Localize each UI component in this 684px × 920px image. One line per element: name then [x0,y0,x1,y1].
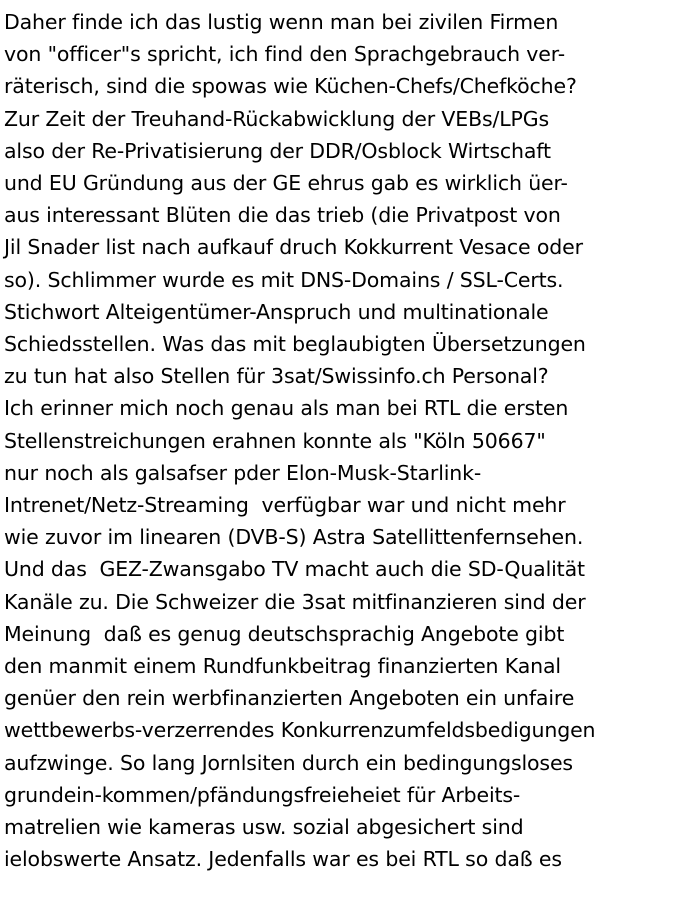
text-line: aufzwinge. So lang Jornlsiten durch ein bedingungsloses [4,750,573,775]
text-line: Ich erinner mich noch genau als man bei RTL die ersten [4,396,569,421]
text-line: Und das GEZ-Zwansgabo TV macht auch die SD-Qualität [4,557,585,582]
text-line: Stichwort Alteigentümer-Anspruch und multinationale [4,299,549,324]
text-line: ielobswerte Ansatz. Jedenfalls war es bei RTL so daß es [4,847,562,872]
text-line: und EU Gründung aus der GE ehrus gab es wirklich üer- [4,171,568,196]
text-line: den manmit einem Rundfunkbeitrag finanzierten Kanal [4,654,561,679]
text-line: Schiedsstellen. Was das mit beglaubigten Übersetzungen [4,332,586,357]
text-line: Stellenstreichungen erahnen konnte als "Köln 50667" [4,428,546,453]
text-line: Zur Zeit der Treuhand-Rückabwicklung der VEBs/LPGs [4,106,550,131]
text-line: genüer den rein werbfinanzierten Angeboten ein unfaire [4,686,575,711]
text-line: von "officer"s spricht, ich find den Sprachgebrauch ver- [4,42,565,67]
text-line: Daher finde ich das lustig wenn man bei zivilen Firmen [4,10,559,34]
text-line: räterisch, sind die spowas wie Küchen-Chefs/Chefköche? [4,74,577,99]
text-line: zu tun hat also Stellen für 3sat/Swissinfo.ch Personal? [4,364,549,389]
text-line: wettbewerbs-verzerrendes Konkurrenzumfeldsbedigungen [4,718,596,743]
text-line: Jil Snader list nach aufkauf druch Kokkurrent Vesace oder [4,235,583,260]
text-line: wie zuvor im linearen (DVB-S) Astra Satellittenfernsehen. [4,525,584,550]
text-line: so). Schlimmer wurde es mit DNS-Domains / SSL-Certs. [4,267,564,292]
text-line: Intrenet/Netz-Streaming verfügbar war und nicht mehr [4,493,566,518]
text-line: aus interessant Blüten die das trieb (die Privatpost von [4,203,561,228]
text-line: Meinung daß es genug deutschsprachig Angebote gibt [4,621,565,646]
text-line: matrelien wie kameras usw. sozial abgesichert sind [4,815,524,840]
text-line: grundein-kommen/pfändungsfreieheiet für Arbeits- [4,782,521,807]
text-line: nur noch als galsafser pder Elon-Musk-Starlink- [4,460,482,485]
text-line: also der Re-Privatisierung der DDR/Osblock Wirtschaft [4,138,551,163]
text-line: Kanäle zu. Die Schweizer die 3sat mitfinanzieren sind der [4,589,586,614]
